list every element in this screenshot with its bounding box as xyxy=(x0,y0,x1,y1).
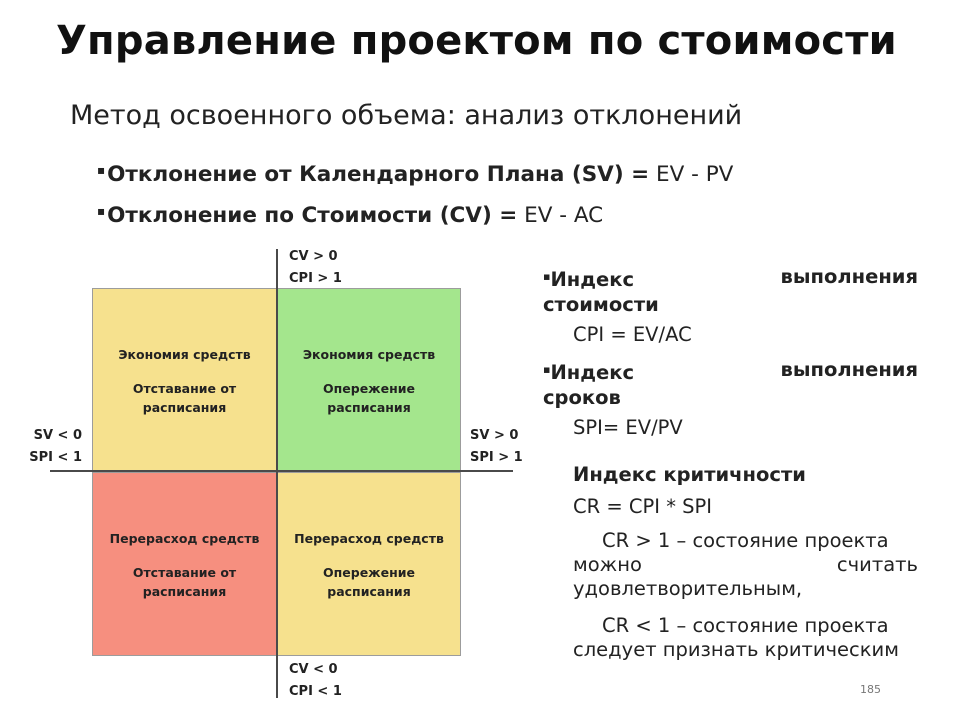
formula-sv-expr: EV - PV xyxy=(649,162,734,187)
bullet-icon: ▪ xyxy=(97,163,106,177)
spi-formula: SPI= EV/PV xyxy=(573,416,683,439)
quadrant-schedule-label: Отставание от расписания xyxy=(132,565,237,599)
quadrant-schedule-label: Опережение расписания xyxy=(323,381,415,415)
vertical-axis-line xyxy=(276,249,278,698)
quadrant-schedule-label: Опережение расписания xyxy=(323,565,415,599)
cpi-formula: CPI = EV/AC xyxy=(573,323,692,346)
quadrant-bottom-left xyxy=(92,472,277,656)
spi-heading: ▪Индекс выполнения сроков xyxy=(543,358,918,409)
formula-cv-label: Отклонение по Стоимости (CV) = xyxy=(107,203,518,228)
page-number: 185 xyxy=(860,683,881,696)
bullet-icon: ▪ xyxy=(543,363,551,376)
cr-less-note: CR < 1 – состояние проекта следует признать критическим xyxy=(573,614,899,661)
axis-label-left: SV < 0 SPI < 1 xyxy=(29,428,82,465)
cr-heading: Индекс критичности xyxy=(573,463,806,486)
axis-label-bottom: CV < 0 CPI < 1 xyxy=(289,662,342,699)
horizontal-axis-line xyxy=(50,470,513,472)
formula-cv-expr: EV - AC xyxy=(517,203,604,228)
quadrant-cost-label: Перерасход средств xyxy=(294,531,444,546)
slide-title: Управление проектом по стоимости xyxy=(56,18,897,64)
axis-label-top: CV > 0 CPI > 1 xyxy=(289,249,342,286)
formula-cv xyxy=(97,203,603,228)
cr-greater-note: CR > 1 – состояние проекта можно считать удовлетворительным, xyxy=(573,529,918,600)
cpi-heading: ▪Индекс выполнения стоимости xyxy=(543,265,918,316)
quadrant-top-right xyxy=(277,288,461,472)
bullet-icon: ▪ xyxy=(97,204,106,218)
formula-sv-label: Отклонение от Календарного Плана (SV) = xyxy=(107,162,650,187)
quadrant-cost-label: Экономия средств xyxy=(118,347,251,362)
quadrant-top-left xyxy=(92,288,277,472)
quadrant-schedule-label: Отставание от расписания xyxy=(132,381,237,415)
bullet-icon: ▪ xyxy=(543,270,551,283)
cr-formula: CR = CPI * SPI xyxy=(573,495,713,518)
formula-sv xyxy=(97,162,733,187)
quadrant-bottom-right xyxy=(277,472,461,656)
slide-subtitle: Метод освоенного объема: анализ отклонений xyxy=(70,100,743,131)
axis-label-right: SV > 0 SPI > 1 xyxy=(470,428,523,465)
quadrant-cost-label: Перерасход средств xyxy=(109,531,260,546)
quadrant-cost-label: Экономия средств xyxy=(302,347,436,362)
